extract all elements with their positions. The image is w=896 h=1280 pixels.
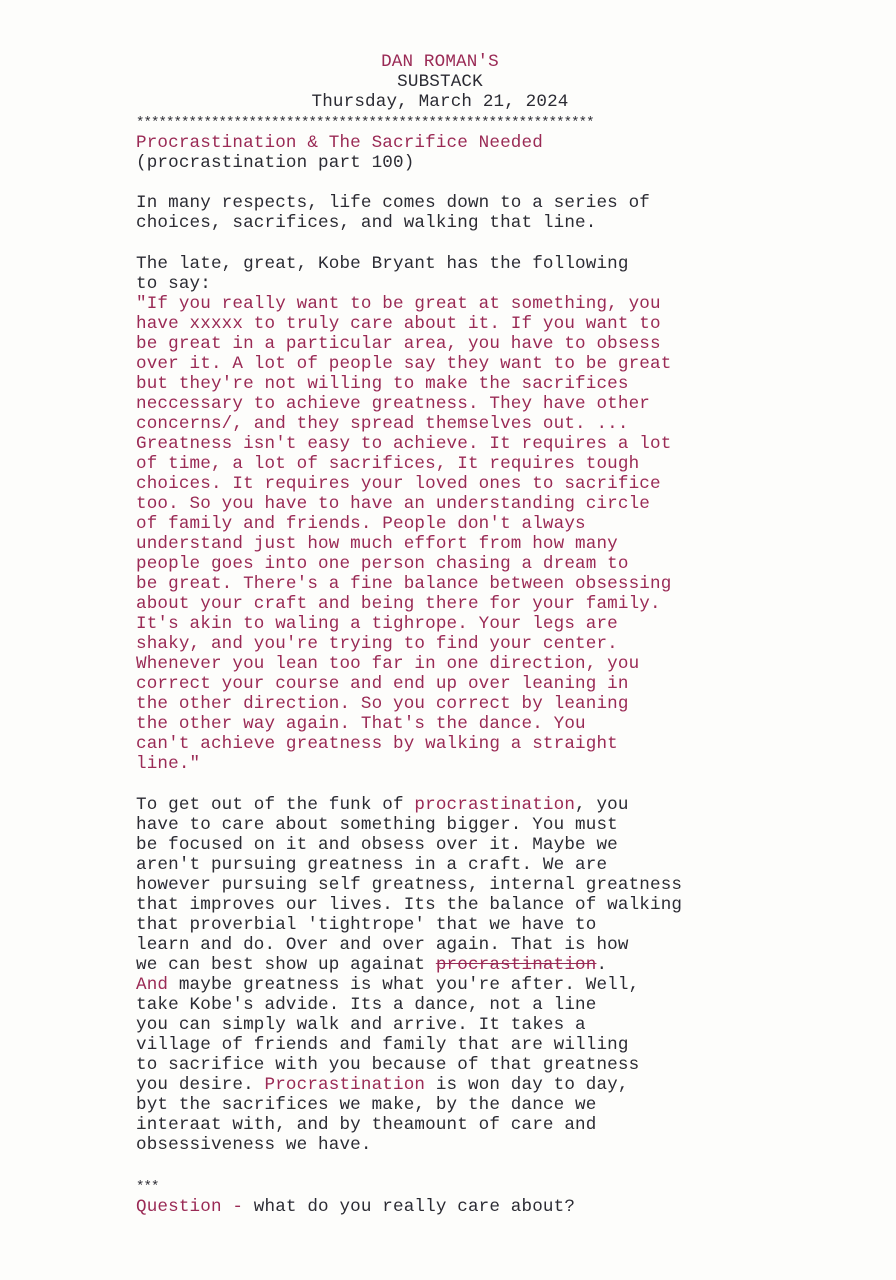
body-line [136, 935, 629, 955]
body-text: have to care about something bigger. You must [136, 815, 618, 835]
quote-line: Whenever you lean too far in one direction, you [136, 654, 640, 674]
body-text: however pursuing self greatness, internal greatness [136, 875, 683, 895]
body-text: you desire. [136, 1075, 265, 1095]
question-text: what do you really care about? [243, 1197, 576, 1217]
body-text: , you [575, 795, 629, 815]
body-line [136, 1115, 596, 1135]
quote-line: correct your course and end up over leaning in [136, 674, 629, 694]
quote-line: It's akin to waling a tighrope. Your legs are [136, 614, 618, 634]
quote-line: of time, a lot of sacrifices, It requires tough [136, 454, 640, 474]
author-heading: DAN ROMAN'S [381, 52, 499, 72]
quote-line: be great. There's a fine balance between obsessing [136, 574, 672, 594]
body-text: To get out of the funk of [136, 795, 415, 815]
quote-line: understand just how much effort from how many [136, 534, 618, 554]
quote-line: people goes into one person chasing a dream to [136, 554, 629, 574]
quote-line: have xxxxx to truly care about it. If you want to [136, 314, 661, 334]
quote-line: line." [136, 754, 201, 774]
quote-line: over it. A lot of people say they want to be great [136, 354, 672, 374]
question-label: Question - [136, 1197, 244, 1217]
intro-line: choices, sacrifices, and walking that line. [136, 213, 597, 233]
body-text: . [596, 955, 608, 975]
body-line [136, 915, 596, 935]
body-line [136, 1055, 639, 1075]
quote-line: too. So you have to have an understanding circle [136, 494, 650, 514]
lead-line: The late, great, Kobe Bryant has the following [136, 254, 629, 274]
quote-line: can't achieve greatness by walking a straight [136, 734, 618, 754]
quote-line: Greatness isn't easy to achieve. It requires a lot [136, 434, 672, 454]
body-text: maybe greatness is what you're after. Well, [168, 975, 640, 995]
quote-line: of family and friends. People don't always [136, 514, 586, 534]
body-text: aren't pursuing greatness in a craft. We are [136, 855, 608, 875]
body-line [136, 1095, 596, 1115]
body-text: interaat with, and by theamount of care and [136, 1115, 597, 1135]
body-text: village of friends and family that are willing [136, 1035, 629, 1055]
publication-heading: SUBSTACK [397, 72, 483, 92]
quote-line: be great in a particular area, you have to obsess [136, 334, 661, 354]
question-line [136, 1197, 575, 1217]
body-line [136, 955, 607, 975]
body-line [136, 875, 682, 895]
body-line [136, 795, 629, 815]
body-line [136, 815, 618, 835]
quote-line: shaky, and you're trying to find your center. [136, 634, 618, 654]
body-line [136, 1135, 372, 1155]
date-heading: Thursday, March 21, 2024 [311, 92, 569, 112]
quote-line: neccessary to achieve greatness. They have other [136, 394, 650, 414]
body-text: that proverbial 'tightrope' that we have to [136, 915, 597, 935]
body-text: is won day to day, [425, 1075, 629, 1095]
article-subtitle: (procrastination part 100) [136, 153, 415, 173]
article-title: Procrastination & The Sacrifice Needed [136, 133, 543, 153]
body-line [136, 975, 639, 995]
body-line [136, 1035, 629, 1055]
body-line [136, 835, 618, 855]
body-line [136, 895, 682, 915]
quote-line: but they're not willing to make the sacrifices [136, 374, 629, 394]
body-text: be focused on it and obsess over it. Maybe we [136, 835, 618, 855]
body-text: you can simply walk and arrive. It takes a [136, 1015, 586, 1035]
intro-line: In many respects, life comes down to a series of [136, 193, 650, 213]
body-text: we can best show up againat [136, 955, 436, 975]
body-text: learn and do. Over and over again. That is how [136, 935, 629, 955]
separator-line: ************************************************************* [136, 115, 594, 131]
quote-line: about your craft and being there for your family. [136, 594, 661, 614]
quote-line: the other direction. So you correct by leaning [136, 694, 629, 714]
body-line [136, 855, 607, 875]
body-line [136, 995, 596, 1015]
body-text: byt the sacrifices we make, by the dance we [136, 1095, 597, 1115]
quote-line: the other way again. That's the dance. You [136, 714, 586, 734]
body-text: obsessiveness we have. [136, 1135, 372, 1155]
body-highlight: And [136, 975, 169, 995]
body-text: take Kobe's advide. Its a dance, not a line [136, 995, 597, 1015]
body-text: to sacrifice with you because of that greatness [136, 1055, 640, 1075]
body-line [136, 1015, 586, 1035]
quote-line: concerns/, and they spread themselves out. ... [136, 414, 629, 434]
body-highlight: procrastination [414, 795, 576, 815]
body-line [136, 1075, 629, 1095]
body-text: that improves our lives. Its the balance of walking [136, 895, 683, 915]
lead-line: to say: [136, 274, 211, 294]
quote-line: choices. It requires your loved ones to sacrifice [136, 474, 661, 494]
body-highlight: Procrastination [264, 1075, 426, 1095]
quote-line: "If you really want to be great at something, you [136, 294, 661, 314]
body-strikethrough: procrastination [435, 955, 597, 975]
footer-stars: *** [136, 1179, 159, 1195]
